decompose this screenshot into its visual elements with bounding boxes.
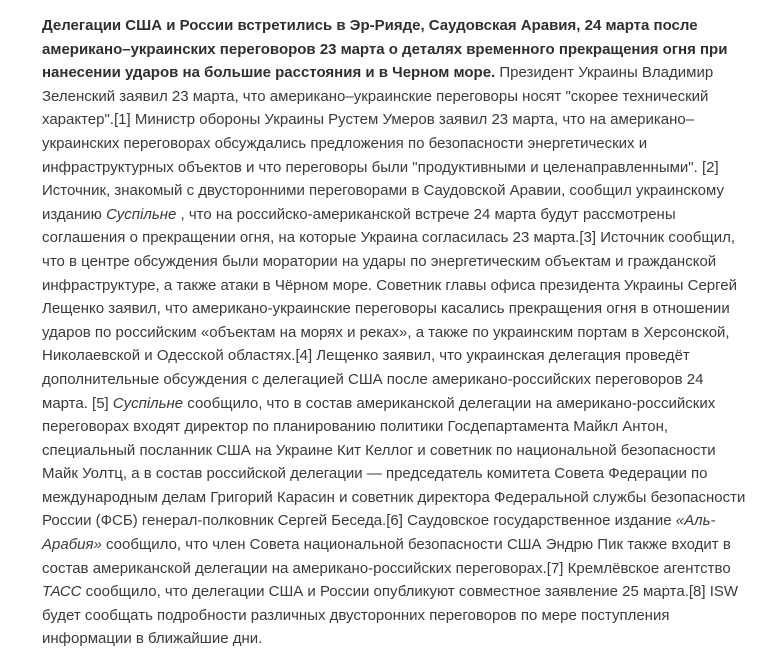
source-name-tass: ТАСС [42,583,82,601]
text-segment: Источник, знакомый с двусторонними переговорами в Саудовской Аравии, сообщил украинскому изданию [42,182,724,223]
footnote-ref-3[interactable]: [3] [579,229,597,247]
footnote-ref-5[interactable]: [5] [92,394,109,412]
source-name-suspilne-2: Суспільне [112,394,184,412]
text-segment: Лещенко заявил, что украинская делегация проведёт дополнительные обсуждения с делегацией США после американо-российских переговоров 24 марта. [42,347,704,412]
footnote-ref-7[interactable]: [7] [546,559,564,577]
lead-sentence: Делегации США и России встретились в Эр-Рияде, Саудовская Аравия, 24 марта после американо–украинских переговоров 23 марта о деталях временного прекращения огня при нанесении ударов на большие расстояния и в Черном море. [42,17,728,82]
text-segment: , что на российско-американской встрече 24 марта будут рассмотрены соглашения о прекращении огня, на которые Украина согласилась 23 марта. [42,205,676,247]
text-segment: Кремлёвское агентство [563,559,731,577]
footnote-ref-1[interactable]: [1] [113,111,131,129]
source-name-suspilne: Суспільне [106,205,177,223]
footnote-ref-6[interactable]: [6] [386,512,403,530]
text-segment: сообщило, что член Совета национальной безопасности США Эндрю Пик также входит в состав американской делегации на американо-российских переговорах. [42,536,731,577]
text-segment: Президент Украины Владимир Зеленский заявил 23 марта, что американо–украинские переговоры носят "скорее технический характер". [42,64,714,129]
footnote-ref-4[interactable]: [4] [295,347,313,365]
text-segment: ISW будет сообщать подробности различных двусторонних переговоров по мере поступления информации в ближайшие дни. [42,583,739,648]
text-segment: Саудовское государственное издание [402,512,676,530]
text-segment: Источник сообщил, что в центре обсуждения были моратории на удары по энергетическим объектам и гражданской инфраструктуре, а также атаки в Чёрном море. Советник главы офиса президента Украины Сергей Лещенко заявил, что американо-украинские переговоры касались прекращения огня в отношении ударов по российским «объектам на морях и реках», а также по украинским портам в Херсонской, Николаевской и Одесской областях. [42,229,738,365]
footnote-ref-2[interactable]: [2] [701,158,719,176]
article-paragraph [42,14,752,651]
source-name-alarabiya: «Аль-Арабия» [42,512,716,554]
text-segment: сообщило, что в состав американской делегации на американо-российских переговорах входят директор по планированию политики Госдепартамента Майкл Антон, специальный посланник США на Украине Кит Келлог и советник по национальной безопасности Майк Уолтц, а в состав российской делегации — председатель комитета Совета Федерации по международным делам Григорий Карасин и советник директора Федеральной службы безопасности России (ФСБ) генерал-полковник Сергей Беседа. [42,394,746,530]
footnote-ref-8[interactable]: [8] [688,583,706,601]
text-segment: Министр обороны Украины Рустем Умеров заявил 23 марта, что на американо–украинских переговорах обсуждались предложения по безопасности энергетических и инфраструктурных объектов и что переговоры были "продуктивными и целенаправленными". [42,111,698,176]
text-segment: сообщило, что делегации США и России опубликуют совместное заявление 25 марта. [81,583,689,601]
